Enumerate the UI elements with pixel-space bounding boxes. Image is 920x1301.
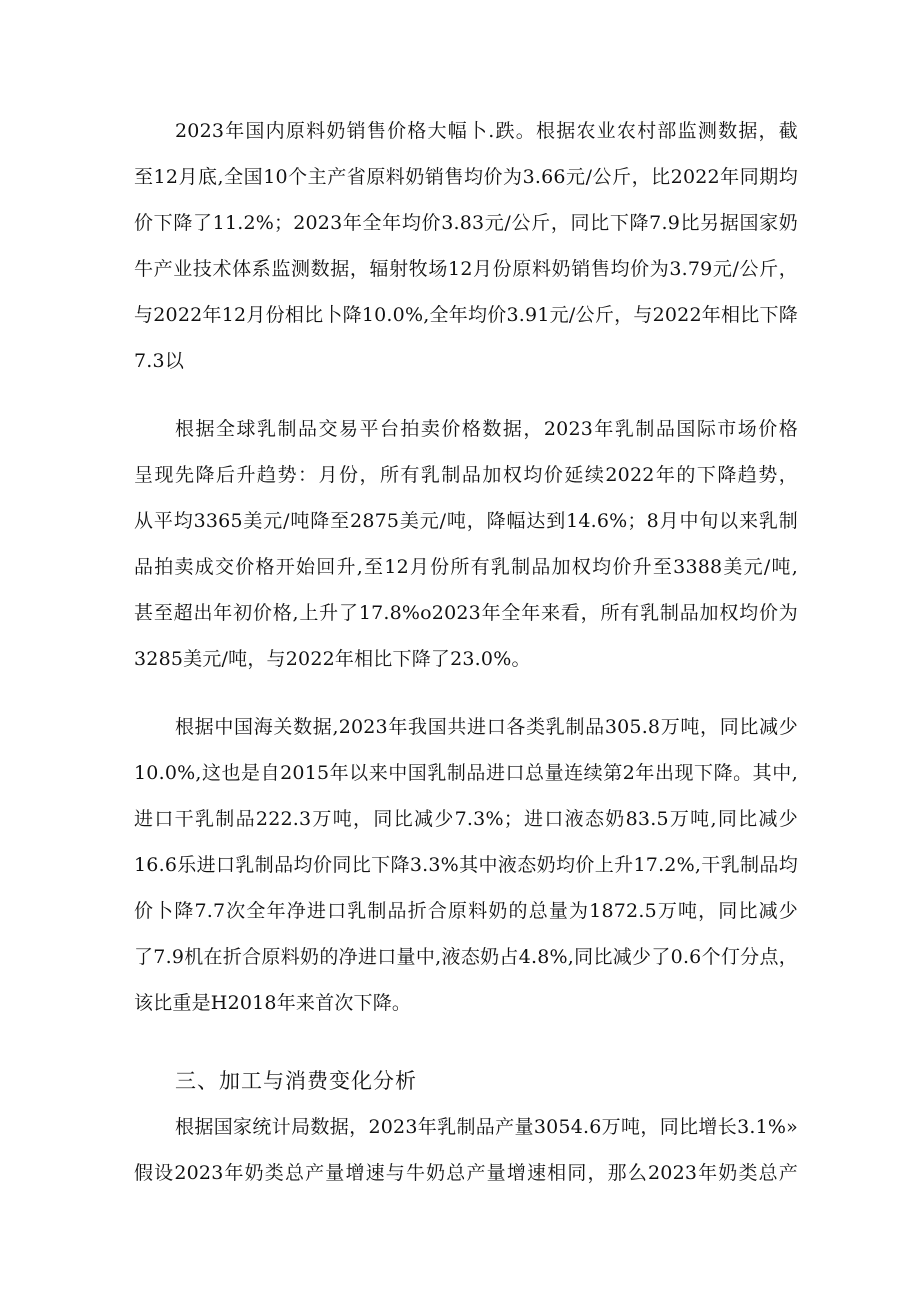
text-line: 品拍卖成交价格开始回升,至12月份所有乳制品加权均价升至3388美元/吨, xyxy=(134,556,798,578)
text-line: 价下降了11.2%；2023年全年均价3.83元/公斤，同比下降7.9比另据国家奶 xyxy=(134,212,798,234)
section-heading: 三、加工与消费变化分析 xyxy=(175,1069,417,1093)
text-line: 根据国家统计局数据，2023年乳制品产量3054.6万吨，同比增长3.1%» xyxy=(175,1116,798,1138)
text-line: 了7.9机在折合原料奶的净进口量中,液态奶占4.8%,同比减少了0.6个仃分点， xyxy=(134,946,798,968)
text-line: 假设2023年奶类总产量增速与牛奶总产量增速相同，那么2023年奶类总产 xyxy=(134,1162,798,1184)
text-line: 进口干乳制品222.3万吨，同比减少7.3%；进口液态奶83.5万吨,同比减少 xyxy=(134,808,798,830)
text-line: 至12月底,全国10个主产省原料奶销售均价为3.66元/公斤，比2022年同期均 xyxy=(134,166,798,188)
text-line: 根据全球乳制品交易平台拍卖价格数据，2023年乳制品国际市场价格 xyxy=(175,418,798,440)
text-line: 7.3以 xyxy=(134,350,185,372)
text-line: 呈现先降后升趋势：月份，所有乳制品加权均价延续2022年的下降趋势， xyxy=(134,464,798,486)
text-line: 3285美元/吨，与2022年相比下降了23.0%。 xyxy=(134,648,531,670)
text-line: 根据中国海关数据,2023年我国共进口各类乳制品305.8万吨，同比减少 xyxy=(175,716,798,738)
text-line: 价卜降7.7次全年净进口乳制品折合原料奶的总量为1872.5万吨，同比减少 xyxy=(134,900,798,922)
text-line: 16.6乐进口乳制品均价同比下降3.3%其中液态奶均价上升17.2%,干乳制品均 xyxy=(134,854,798,876)
text-line: 牛产业技术体系监测数据，辐射牧场12月份原料奶销售均价为3.79元/公斤， xyxy=(134,258,798,280)
text-line: 甚至超出年初价格,上升了17.8%o2023年全年来看，所有乳制品加权均价为 xyxy=(134,602,798,624)
paragraph-raw-milk-price xyxy=(134,108,798,384)
text-line: 10.0%,这也是自2015年以来中国乳制品进口总量连续第2年出现下降。其中, xyxy=(134,762,798,784)
text-line: 该比重是H2018年来首次下降。 xyxy=(134,992,412,1014)
text-line: 2023年国内原料奶销售价格大幅卜.跌。根据农业农村部监测数据，截 xyxy=(175,120,798,142)
paragraph-international-price xyxy=(134,406,798,682)
text-line: 与2022年12月份相比卜降10.0%,全年均价3.91元/公斤，与2022年相比下降 xyxy=(134,304,798,326)
text-line: 从平均3365美元/吨降至2875美元/吨，降幅达到14.6%；8月中旬以来乳制 xyxy=(134,510,798,532)
paragraph-production xyxy=(134,1104,798,1196)
paragraph-customs-imports xyxy=(134,704,798,1026)
